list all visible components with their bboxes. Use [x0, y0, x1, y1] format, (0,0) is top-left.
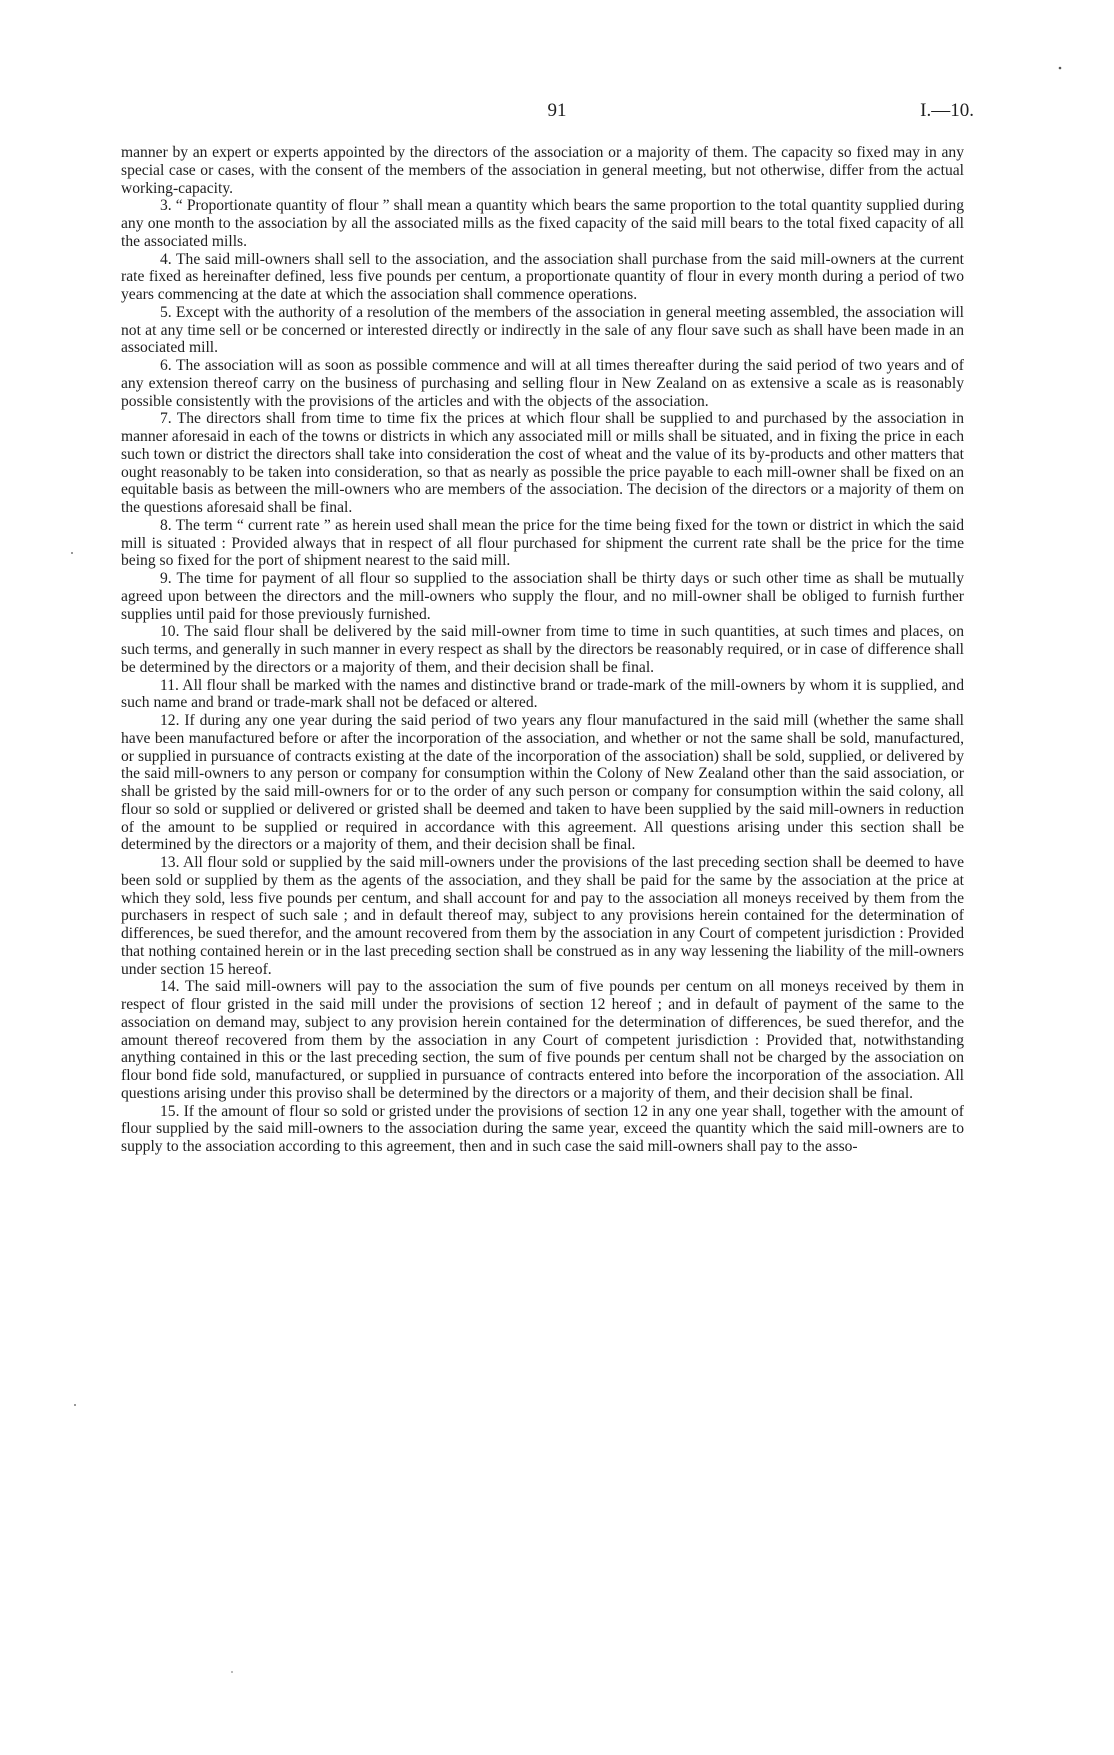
paragraph-continuation: manner by an expert or experts appointed by the directors of the association or a majority of them. The capacity so fixed may in any special case or cases, with the consent of the members of the association in general meeting, but not otherwise, differ from the actual working-capacity. [121, 144, 964, 197]
scan-speck [231, 1671, 233, 1673]
paragraph-clause-12: 12. If during any one year during the said period of two years any flour manufactured in the said mill (whether the same shall have been manufactured before or after the incorporation of the association, and whether or not the same shall be sold, manufactured, or supplied in pursuance of contracts existing at the date of the incorporation of the association) shall be sold, supplied, or delivered by the said mill-owners to any person or company for consumption within the Colony of New Zealand other than the said association, or shall be gristed by the said mill-owners for or to the order of any such person or company for consumption within the said colony, all flour so sold or supplied or delivered or gristed shall be deemed and taken to have been supplied by the said mill-owners in reduction of the amount to be supplied or required in accordance with this agreement. All questions arising under this section shall be determined by the directors or a majority of them, and their decision shall be final. [121, 712, 964, 854]
scan-speck [71, 552, 73, 554]
scan-speck [74, 1404, 76, 1406]
document-reference: I.—10. [920, 100, 974, 121]
paragraph-clause-11: 11. All flour shall be marked with the names and distinctive brand or trade-mark of the mill-owners by whom it is supplied, and such name and brand or trade-mark shall not be defaced or altered. [121, 676, 964, 712]
scan-speck [1059, 67, 1062, 70]
paragraph-clause-10: 10. The said flour shall be delivered by the said mill-owner from time to time in such quantities, at such times and places, on such terms, and generally in such manner in every respect as shall by the directors be reasonably required, or in case of difference shall be determined by the directors or a majority of them, and their decision shall be final. [121, 623, 964, 676]
paragraph-clause-9: 9. The time for payment of all flour so supplied to the association shall be thirty days or such other time as shall be mutually agreed upon between the directors and the mill-owners who supply the flour, and no mill-owner shall be obliged to furnish further supplies until paid for those previously furnished. [121, 570, 964, 623]
paragraph-clause-13: 13. All flour sold or supplied by the said mill-owners under the provisions of the last preceding section shall be deemed to have been sold or supplied by them as the agents of the association, and they shall be paid for the same by the association at the price at which they sold, less five pounds per centum, and shall account for and pay to the association all moneys received by them from the purchasers in respect of such sale ; and in default thereof may, subject to any provisions herein contained for the determination of differences, be sued therefor, and the amount recovered from them by the association in any Court of competent jurisdiction : Provided that nothing contained herein or in the last preceding section shall be construed as in any way lessening the liability of the mill-owners under section 15 hereof. [121, 854, 964, 978]
page-number: 91 [547, 100, 567, 121]
paragraph-clause-4: 4. The said mill-owners shall sell to the association, and the association shall purchase from the said mill-owners at the current rate fixed as hereinafter defined, less five pounds per centum, a proportionate quantity of flour in every month during a period of two years commencing at the date at which the association shall commence operations. [121, 250, 964, 303]
paragraph-clause-6: 6. The association will as soon as possible commence and will at all times thereafter during the said period of two years and of any extension thereof carry on the business of purchasing and selling flour in New Zealand on as extensive a scale as is reasonably possible consistently with the provisions of the articles and with the objects of the association. [121, 357, 964, 410]
paragraph-clause-8: 8. The term “ current rate ” as herein used shall mean the price for the time being fixed for the town or district in which the said mill is situated : Provided always that in respect of all flour purchased for shipment the current rate shall be the price for the time being so fixed for the port of shipment nearest to the said mill. [121, 516, 964, 570]
paragraph-clause-14: 14. The said mill-owners will pay to the association the sum of five pounds per centum on all moneys received by them in respect of flour gristed in the said mill under the provisions of section 12 hereof ; and in default of payment of the same to the association on demand may, subject to any provision herein contained for the determination of differences, be sued therefor, and the amount thereof recovered from them by the association in any Court of competent jurisdiction : Provided that, notwithstanding anything contained in this or the last preceding section, the sum of five pounds per centum shall not be charged by the association on flour bond fide sold, manufactured, or supplied in pursuance of contracts entered into before the incorporation of the association. All questions arising under this proviso shall be determined by the directors or a majority of them, and their decision shall be final. [121, 978, 964, 1102]
paragraph-clause-15: 15. If the amount of flour so sold or gristed under the provisions of section 12 in any one year shall, together with the amount of flour supplied by the said mill-owners to the association during the same year, exceed the quantity which the said mill-owners are to supply to the association according to this agreement, then and in such case the said mill-owners shall pay to the asso- [121, 1102, 964, 1155]
paragraph-clause-7: 7. The directors shall from time to time fix the prices at which flour shall be supplied to and purchased by the association in manner aforesaid in each of the towns or districts in which any associated mill or mills shall be situated, and in fixing the price in each such town or district the directors shall take into consideration the cost of wheat and the value of its by-products and other matters that ought reasonably to be taken into consideration, so that as nearly as possible the price payable to each mill-owner shall be fixed on an equitable basis as between the mill-owners who are members of the association. The decision of the directors or a majority of them on the questions aforesaid shall be final. [121, 410, 964, 516]
paragraph-clause-3: 3. “ Proportionate quantity of flour ” shall mean a quantity which bears the same proportion to the total quantity supplied during any one month to the association by all the associated mills as the fixed capacity of the said mill bears to the total fixed capacity of all the associated mills. [121, 197, 964, 250]
paragraph-clause-5: 5. Except with the authority of a resolution of the members of the association in general meeting assembled, the association will not at any time sell or be concerned or interested directly or indirectly in the sale of any flour save such as shall have been made in an associated mill. [121, 303, 964, 357]
document-body [121, 144, 964, 1156]
